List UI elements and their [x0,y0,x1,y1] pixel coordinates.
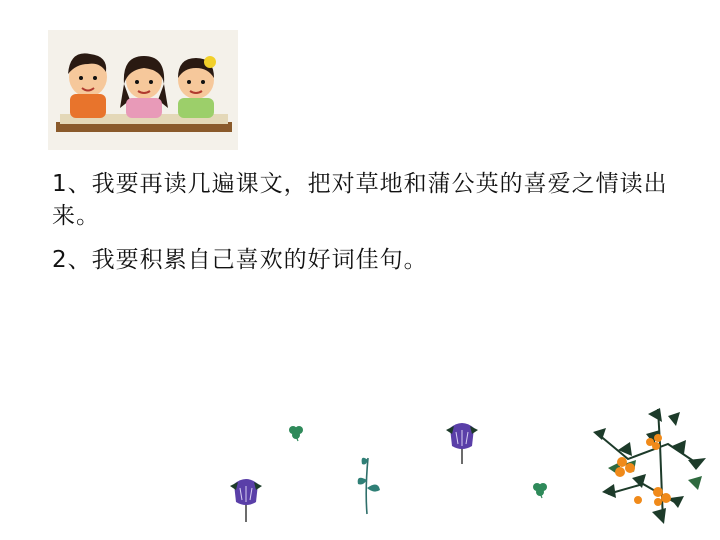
item-number: 1 [52,171,68,197]
list-item-1 [52,168,672,232]
orange-flower-bouquet-icon [588,404,714,534]
item-text: 我要积累自己喜欢的好词佳句。 [91,247,428,273]
item-text: 我要再读几遍课文，把对草地和蒲公英的喜爱之情读出来。 [52,171,668,229]
clover-icon [531,481,549,499]
purple-flower-icon [444,418,480,466]
purple-flower-icon [228,474,264,524]
text-content [52,168,672,276]
children-reading-illustration [48,30,238,150]
item-separator: 、 [67,247,92,273]
clover-icon [287,424,305,442]
list-item-2 [52,244,672,276]
item-separator: 、 [67,171,92,197]
item-number: 2 [52,247,68,273]
sprout-icon [350,450,384,516]
